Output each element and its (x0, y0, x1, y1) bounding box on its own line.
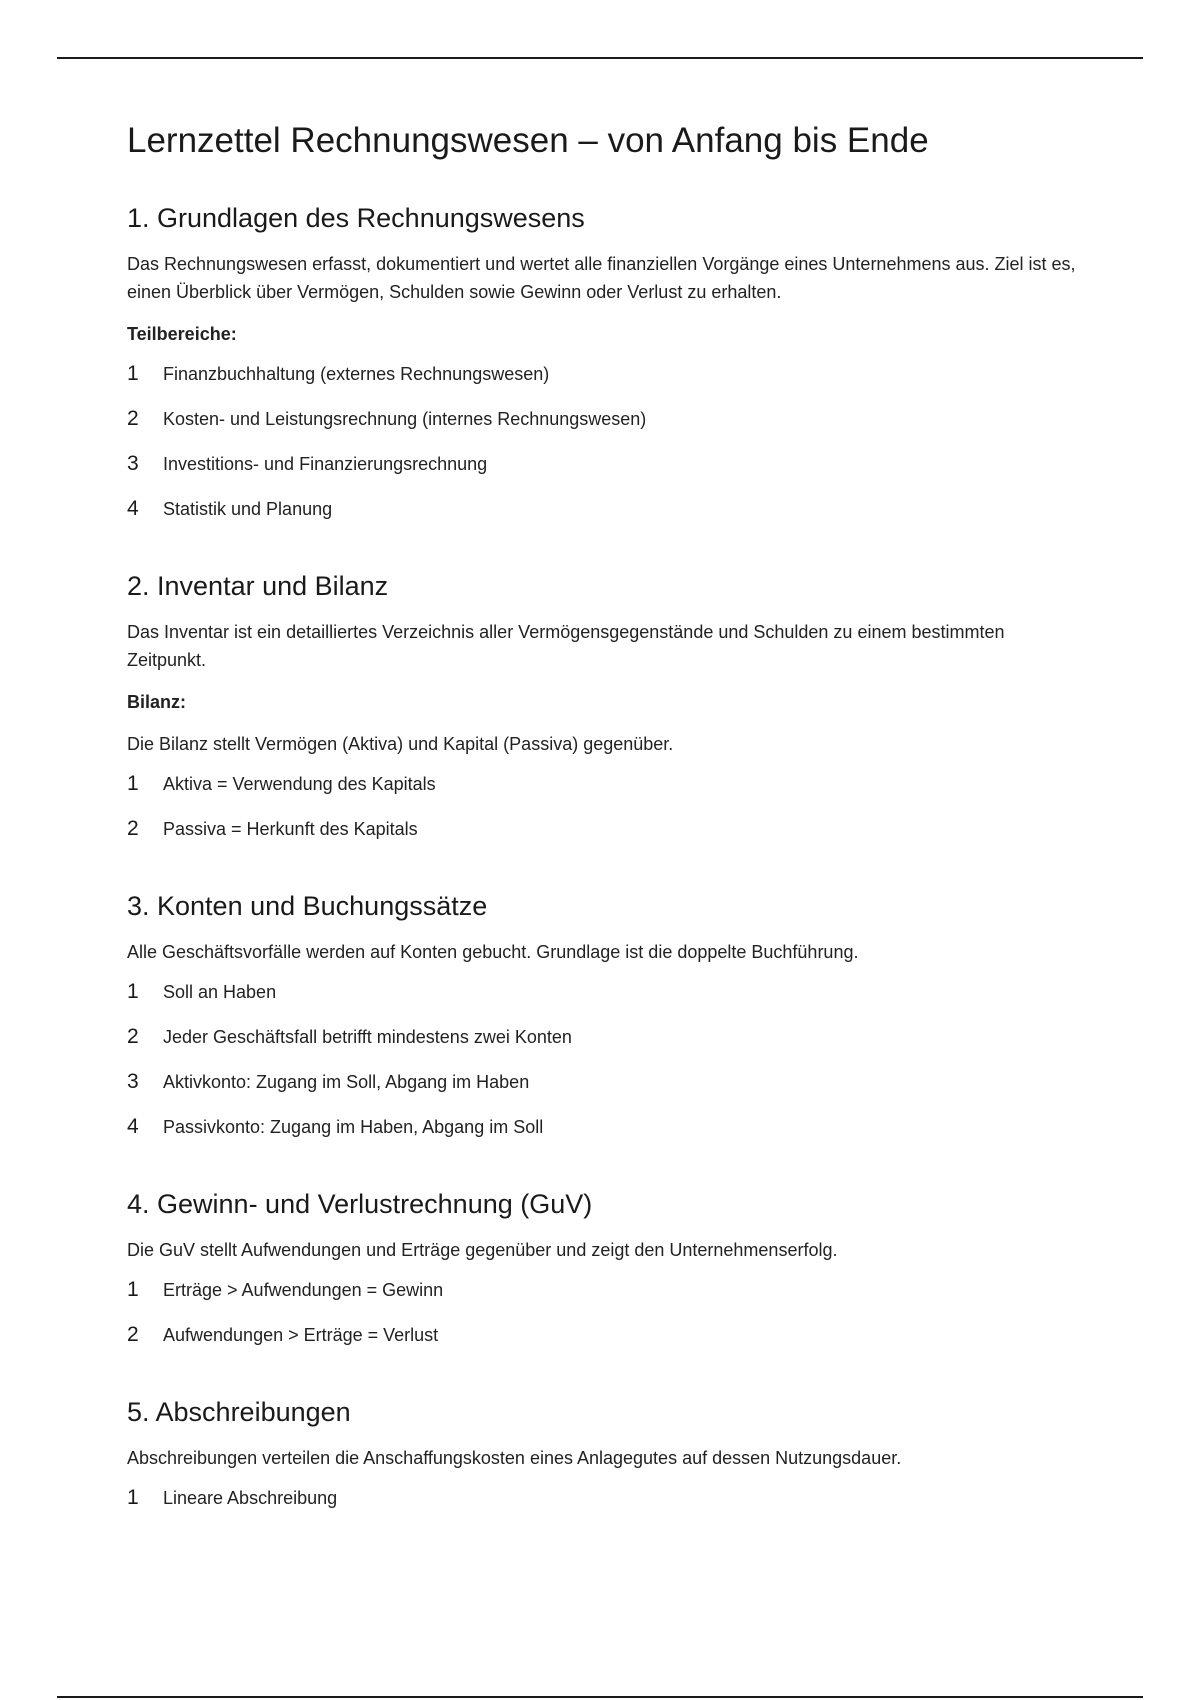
section-heading: 1. Grundlagen des Rechnungswesens (127, 203, 585, 233)
section-inventar-bilanz (127, 570, 1087, 862)
section-subheading: Bilanz: (127, 692, 187, 712)
list-item-number: 1 (127, 362, 139, 385)
section-paragraph-secondary: Die Bilanz stellt Vermögen (Aktiva) und Kapital (Passiva) gegenüber. (127, 734, 674, 754)
list-item-number: 1 (127, 980, 139, 1003)
list-item-text: Passivkonto: Zugang im Haben, Abgang im Soll (163, 1117, 544, 1137)
list-item-number: 1 (127, 772, 139, 795)
list-item-number: 3 (127, 452, 139, 475)
section-heading: 4. Gewinn- und Verlustrechnung (GuV) (127, 1189, 593, 1219)
numbered-list (127, 362, 1087, 542)
list-item-number: 1 (127, 1486, 139, 1509)
list-item-text: Passiva = Herkunft des Kapitals (163, 819, 418, 839)
list-item-number: 4 (127, 497, 139, 520)
section-abschreibungen (127, 1396, 1087, 1531)
section-konten-buchungssaetze (127, 890, 1087, 1160)
list-item-text: Aktivkonto: Zugang im Soll, Abgang im Haben (163, 1072, 530, 1092)
section-paragraph: Die GuV stellt Aufwendungen und Erträge gegenüber und zeigt den Unternehmenserfolg. (127, 1240, 838, 1260)
numbered-list (127, 1486, 1087, 1531)
list-item-text: Aktiva = Verwendung des Kapitals (163, 774, 436, 794)
section-grundlagen (127, 202, 1087, 542)
section-paragraph: Das Rechnungswesen erfasst, dokumentiert und wertet alle finanziellen Vorgänge eines Unternehmens aus. Ziel ist es, einen Überblick über Vermögen, Schulden sowie Gewinn oder Verlust zu erhalten. (127, 254, 1076, 302)
list-item-text: Kosten- und Leistungsrechnung (internes Rechnungswesen) (163, 409, 647, 429)
top-rule (57, 57, 1143, 59)
numbered-list (127, 772, 1087, 862)
list-item-number: 1 (127, 1278, 139, 1301)
list-item-text: Jeder Geschäftsfall betrifft mindestens zwei Konten (163, 1027, 572, 1047)
list-item-number: 2 (127, 1025, 139, 1048)
list-item (127, 362, 1087, 407)
list-item (127, 1115, 1087, 1160)
list-item-number: 2 (127, 817, 139, 840)
section-heading: 5. Abschreibungen (127, 1397, 351, 1427)
list-item-text: Statistik und Planung (163, 499, 333, 519)
list-item (127, 1070, 1087, 1115)
section-heading: 2. Inventar und Bilanz (127, 571, 389, 601)
list-item (127, 497, 1087, 542)
document-page (127, 120, 1087, 1559)
section-paragraph: Alle Geschäftsvorfälle werden auf Konten gebucht. Grundlage ist die doppelte Buchführung. (127, 942, 859, 962)
list-item-text: Investitions- und Finanzierungsrechnung (163, 454, 488, 474)
list-item-text: Aufwendungen > Erträge = Verlust (163, 1325, 439, 1345)
list-item (127, 452, 1087, 497)
list-item-number: 3 (127, 1070, 139, 1093)
list-item-text: Soll an Haben (163, 982, 277, 1002)
list-item-text: Erträge > Aufwendungen = Gewinn (163, 1280, 444, 1300)
document-title: Lernzettel Rechnungswesen – von Anfang bis Ende (127, 121, 929, 160)
section-paragraph: Das Inventar ist ein detailliertes Verzeichnis aller Vermögensgegenstände und Schulden zu einem bestimmten Zeitpunkt. (127, 622, 1005, 670)
list-item-text: Lineare Abschreibung (163, 1488, 338, 1508)
list-item (127, 817, 1087, 862)
list-item-number: 2 (127, 1323, 139, 1346)
list-item (127, 1025, 1087, 1070)
list-item (127, 1486, 1087, 1531)
list-item (127, 1323, 1087, 1368)
section-guv (127, 1188, 1087, 1368)
list-item (127, 772, 1087, 817)
section-paragraph: Abschreibungen verteilen die Anschaffungskosten eines Anlagegutes auf dessen Nutzungsdauer. (127, 1448, 902, 1468)
list-item-text: Finanzbuchhaltung (externes Rechnungswesen) (163, 364, 550, 384)
section-heading: 3. Konten und Buchungssätze (127, 891, 488, 921)
section-subheading: Teilbereiche: (127, 324, 237, 344)
list-item (127, 407, 1087, 452)
list-item-number: 4 (127, 1115, 139, 1138)
numbered-list (127, 980, 1087, 1160)
list-item (127, 980, 1087, 1025)
list-item (127, 1278, 1087, 1323)
numbered-list (127, 1278, 1087, 1368)
list-item-number: 2 (127, 407, 139, 430)
bottom-rule (57, 1696, 1143, 1698)
